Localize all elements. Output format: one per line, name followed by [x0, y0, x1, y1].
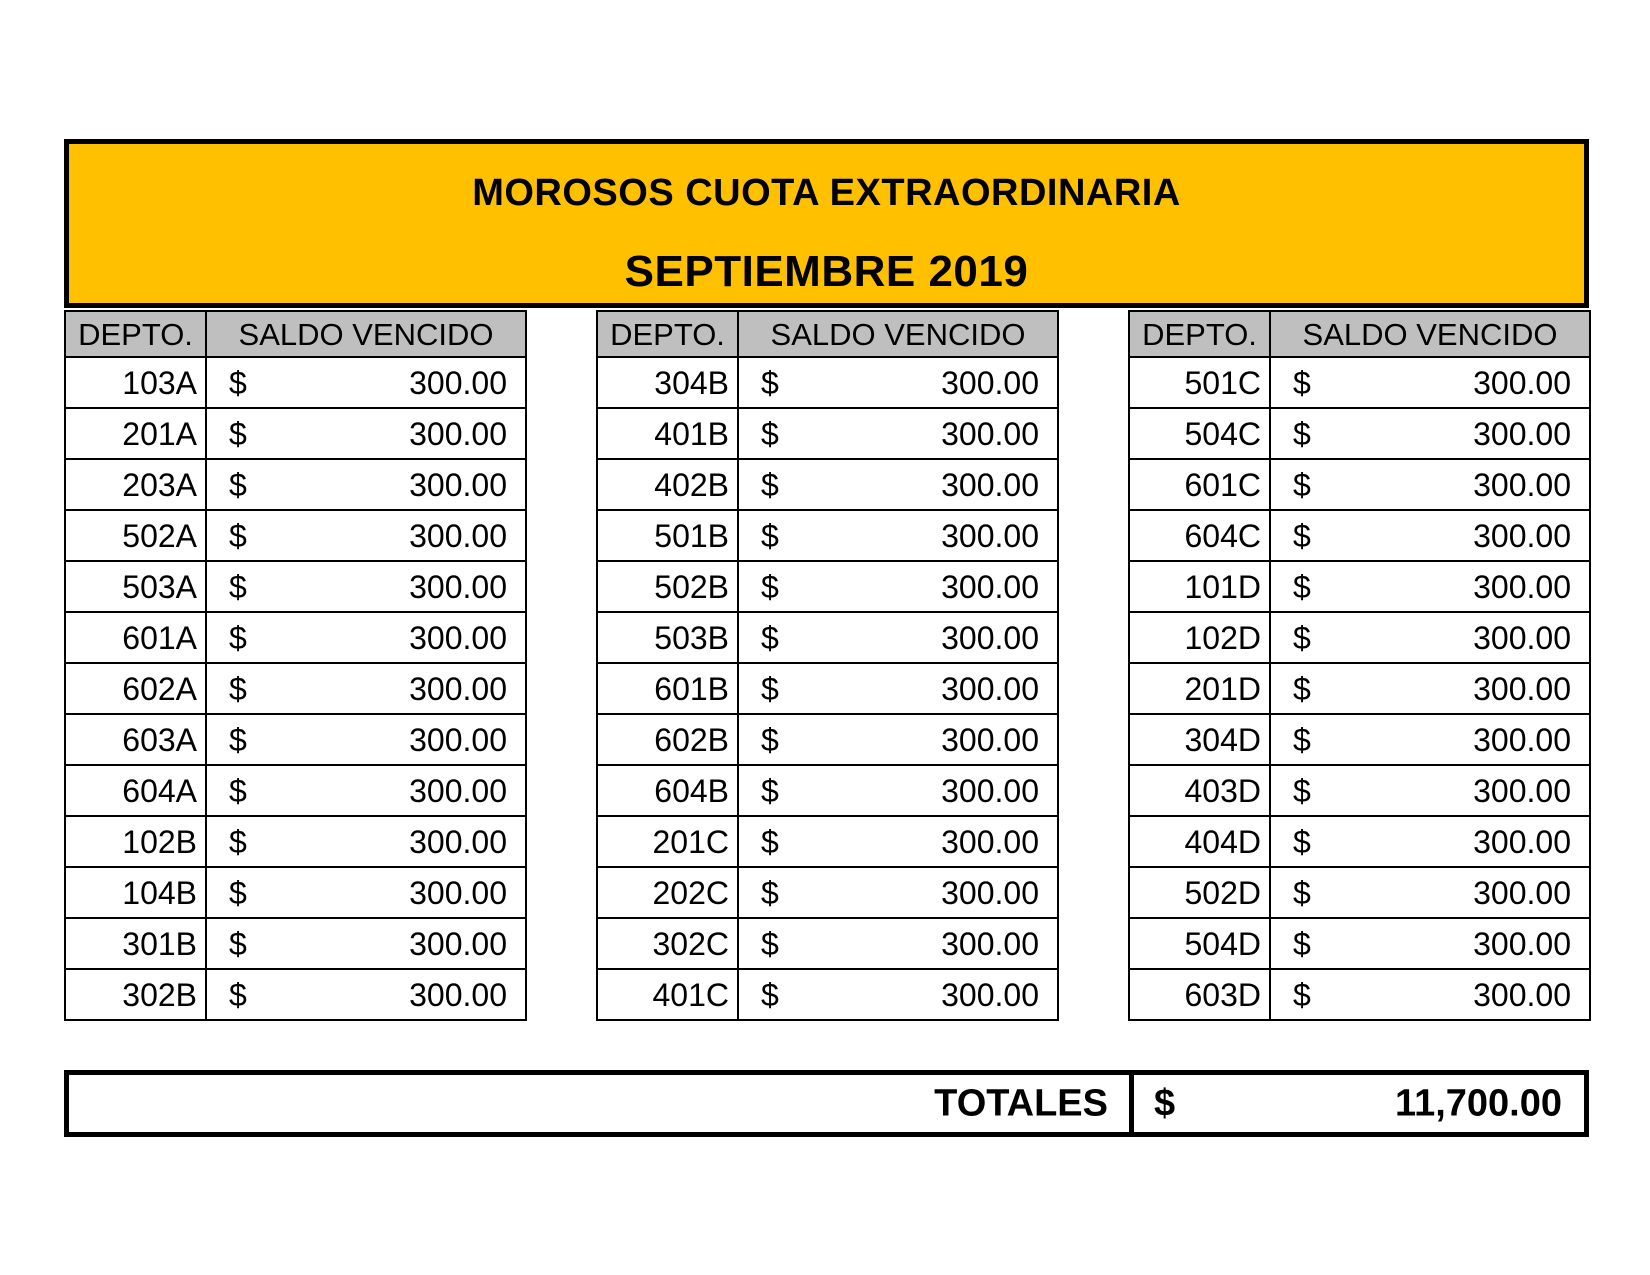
saldo-cell [738, 663, 1058, 714]
amount-value: 300.00 [1473, 874, 1571, 911]
amount-value: 300.00 [941, 772, 1039, 809]
amount-value: 300.00 [409, 619, 507, 656]
currency-symbol: $ [761, 976, 779, 1013]
table-row [65, 663, 526, 714]
table-row [1129, 612, 1590, 663]
arrears-table-2 [596, 310, 1059, 1021]
table-row [65, 969, 526, 1020]
currency-symbol: $ [229, 823, 247, 860]
table-row [65, 357, 526, 408]
depto-cell: 301B [65, 918, 206, 969]
currency-symbol: $ [1293, 772, 1311, 809]
currency-symbol: $ [761, 568, 779, 605]
saldo-cell [1270, 765, 1590, 816]
depto-cell: 601A [65, 612, 206, 663]
amount-value: 300.00 [409, 721, 507, 758]
currency-symbol: $ [761, 772, 779, 809]
amount-value: 300.00 [1473, 823, 1571, 860]
depto-cell: 604C [1129, 510, 1270, 561]
saldo-cell [738, 765, 1058, 816]
amount-value: 300.00 [941, 364, 1039, 401]
depto-cell: 402B [597, 459, 738, 510]
saldo-cell [206, 714, 526, 765]
currency-symbol: $ [761, 670, 779, 707]
amount-value: 300.00 [941, 823, 1039, 860]
report-title: MOROSOS CUOTA EXTRAORDINARIA [472, 172, 1181, 214]
depto-cell: 601C [1129, 459, 1270, 510]
report-subtitle: SEPTIEMBRE 2019 [624, 247, 1029, 296]
table-row [1129, 408, 1590, 459]
amount-value: 300.00 [409, 568, 507, 605]
depto-cell: 404D [1129, 816, 1270, 867]
currency-symbol: $ [229, 772, 247, 809]
amount-value: 300.00 [941, 925, 1039, 962]
currency-symbol: $ [229, 466, 247, 503]
depto-cell: 502A [65, 510, 206, 561]
depto-cell: 302B [65, 969, 206, 1020]
table-row [65, 867, 526, 918]
amount-value: 300.00 [409, 415, 507, 452]
table-header-row [597, 311, 1058, 357]
saldo-cell [206, 612, 526, 663]
depto-cell: 103A [65, 357, 206, 408]
depto-cell: 401B [597, 408, 738, 459]
saldo-column-header: SALDO VENCIDO [1270, 311, 1590, 357]
depto-cell: 601B [597, 663, 738, 714]
saldo-cell [1270, 969, 1590, 1020]
amount-value: 300.00 [1473, 364, 1571, 401]
report-header [64, 139, 1589, 308]
saldo-cell [206, 459, 526, 510]
amount-value: 300.00 [941, 976, 1039, 1013]
saldo-cell [1270, 408, 1590, 459]
currency-symbol: $ [229, 976, 247, 1013]
depto-cell: 602B [597, 714, 738, 765]
depto-cell: 503A [65, 561, 206, 612]
depto-cell: 602A [65, 663, 206, 714]
saldo-cell [206, 816, 526, 867]
table-header-row [1129, 311, 1590, 357]
depto-cell: 403D [1129, 765, 1270, 816]
depto-cell: 202C [597, 867, 738, 918]
saldo-cell [206, 765, 526, 816]
table-row [1129, 459, 1590, 510]
totals-label: TOTALES [934, 1082, 1108, 1124]
saldo-cell [1270, 357, 1590, 408]
amount-value: 300.00 [409, 364, 507, 401]
amount-value: 300.00 [409, 823, 507, 860]
saldo-cell [206, 969, 526, 1020]
table-row [65, 510, 526, 561]
depto-cell: 201A [65, 408, 206, 459]
amount-value: 300.00 [1473, 466, 1571, 503]
amount-value: 300.00 [409, 517, 507, 554]
currency-symbol: $ [1293, 466, 1311, 503]
currency-symbol: $ [229, 364, 247, 401]
saldo-column-header: SALDO VENCIDO [206, 311, 526, 357]
saldo-cell [738, 714, 1058, 765]
amount-value: 300.00 [941, 466, 1039, 503]
saldo-cell [738, 867, 1058, 918]
amount-value: 300.00 [941, 568, 1039, 605]
saldo-cell [1270, 867, 1590, 918]
table-row [597, 459, 1058, 510]
arrears-table-3 [1128, 310, 1591, 1021]
currency-symbol: $ [1293, 670, 1311, 707]
currency-symbol: $ [1293, 925, 1311, 962]
table-row [65, 459, 526, 510]
saldo-cell [738, 408, 1058, 459]
amount-value: 300.00 [941, 415, 1039, 452]
amount-value: 300.00 [409, 772, 507, 809]
amount-value: 300.00 [409, 670, 507, 707]
depto-cell: 503B [597, 612, 738, 663]
table-row [65, 765, 526, 816]
saldo-cell [738, 816, 1058, 867]
depto-cell: 502B [597, 561, 738, 612]
currency-symbol: $ [1293, 721, 1311, 758]
totals-amount: 11,700.00 [1395, 1082, 1562, 1124]
amount-value: 300.00 [1473, 925, 1571, 962]
amount-value: 300.00 [409, 976, 507, 1013]
depto-cell: 604B [597, 765, 738, 816]
currency-symbol: $ [229, 874, 247, 911]
currency-symbol: $ [761, 925, 779, 962]
currency-symbol: $ [229, 568, 247, 605]
table-row [597, 663, 1058, 714]
totals-row [64, 1070, 1589, 1137]
table-row [1129, 765, 1590, 816]
amount-value: 300.00 [941, 721, 1039, 758]
table-row [597, 357, 1058, 408]
depto-cell: 203A [65, 459, 206, 510]
amount-value: 300.00 [1473, 619, 1571, 656]
table-row [1129, 867, 1590, 918]
saldo-cell [738, 969, 1058, 1020]
table-row [65, 918, 526, 969]
currency-symbol: $ [1293, 874, 1311, 911]
table-header-row [65, 311, 526, 357]
table-row [1129, 714, 1590, 765]
saldo-cell [206, 510, 526, 561]
depto-cell: 104B [65, 867, 206, 918]
table-row [65, 612, 526, 663]
currency-symbol: $ [1293, 823, 1311, 860]
table-row [597, 816, 1058, 867]
currency-symbol: $ [1293, 415, 1311, 452]
totals-currency-symbol: $ [1154, 1082, 1176, 1124]
currency-symbol: $ [761, 466, 779, 503]
depto-cell: 302C [597, 918, 738, 969]
currency-symbol: $ [1293, 364, 1311, 401]
depto-cell: 504D [1129, 918, 1270, 969]
table-row [1129, 918, 1590, 969]
table-row [1129, 663, 1590, 714]
amount-value: 300.00 [941, 619, 1039, 656]
amount-value: 300.00 [409, 925, 507, 962]
depto-cell: 401C [597, 969, 738, 1020]
depto-cell: 502D [1129, 867, 1270, 918]
depto-cell: 603A [65, 714, 206, 765]
currency-symbol: $ [1293, 976, 1311, 1013]
table-row [597, 561, 1058, 612]
amount-value: 300.00 [1473, 721, 1571, 758]
currency-symbol: $ [761, 823, 779, 860]
currency-symbol: $ [229, 721, 247, 758]
saldo-cell [206, 561, 526, 612]
saldo-cell [738, 357, 1058, 408]
arrears-table-1 [64, 310, 527, 1021]
table-row [597, 714, 1058, 765]
depto-cell: 101D [1129, 561, 1270, 612]
depto-cell: 201C [597, 816, 738, 867]
amount-value: 300.00 [1473, 976, 1571, 1013]
currency-symbol: $ [761, 874, 779, 911]
table-row [597, 765, 1058, 816]
depto-cell: 304D [1129, 714, 1270, 765]
amount-value: 300.00 [941, 670, 1039, 707]
currency-symbol: $ [761, 415, 779, 452]
table-row [1129, 357, 1590, 408]
table-row [597, 612, 1058, 663]
saldo-cell [1270, 561, 1590, 612]
saldo-cell [738, 459, 1058, 510]
depto-column-header: DEPTO. [597, 311, 738, 357]
table-row [1129, 816, 1590, 867]
saldo-cell [206, 867, 526, 918]
currency-symbol: $ [229, 517, 247, 554]
depto-cell: 501B [597, 510, 738, 561]
saldo-cell [206, 918, 526, 969]
table-row [1129, 561, 1590, 612]
depto-cell: 501C [1129, 357, 1270, 408]
table-row [65, 561, 526, 612]
depto-column-header: DEPTO. [65, 311, 206, 357]
depto-cell: 201D [1129, 663, 1270, 714]
currency-symbol: $ [761, 517, 779, 554]
depto-cell: 102B [65, 816, 206, 867]
saldo-cell [1270, 816, 1590, 867]
currency-symbol: $ [761, 619, 779, 656]
table-row [597, 408, 1058, 459]
amount-value: 300.00 [1473, 517, 1571, 554]
amount-value: 300.00 [409, 874, 507, 911]
table-row [597, 969, 1058, 1020]
currency-symbol: $ [229, 619, 247, 656]
amount-value: 300.00 [941, 517, 1039, 554]
depto-cell: 604A [65, 765, 206, 816]
currency-symbol: $ [761, 364, 779, 401]
table-row [65, 816, 526, 867]
saldo-cell [1270, 459, 1590, 510]
amount-value: 300.00 [941, 874, 1039, 911]
table-row [1129, 510, 1590, 561]
amount-value: 300.00 [1473, 568, 1571, 605]
saldo-cell [738, 612, 1058, 663]
currency-symbol: $ [1293, 517, 1311, 554]
table-row [65, 714, 526, 765]
saldo-column-header: SALDO VENCIDO [738, 311, 1058, 357]
depto-cell: 504C [1129, 408, 1270, 459]
amount-value: 300.00 [1473, 415, 1571, 452]
amount-value: 300.00 [409, 466, 507, 503]
saldo-cell [1270, 714, 1590, 765]
table-row [1129, 969, 1590, 1020]
saldo-cell [206, 408, 526, 459]
saldo-cell [1270, 510, 1590, 561]
currency-symbol: $ [1293, 568, 1311, 605]
amount-value: 300.00 [1473, 670, 1571, 707]
totals-divider [1129, 1075, 1134, 1132]
amount-value: 300.00 [1473, 772, 1571, 809]
saldo-cell [206, 357, 526, 408]
currency-symbol: $ [229, 670, 247, 707]
currency-symbol: $ [229, 415, 247, 452]
table-row [597, 918, 1058, 969]
saldo-cell [1270, 612, 1590, 663]
saldo-cell [738, 918, 1058, 969]
saldo-cell [206, 663, 526, 714]
currency-symbol: $ [1293, 619, 1311, 656]
saldo-cell [738, 510, 1058, 561]
depto-cell: 603D [1129, 969, 1270, 1020]
table-row [597, 510, 1058, 561]
currency-symbol: $ [761, 721, 779, 758]
saldo-cell [1270, 918, 1590, 969]
saldo-cell [1270, 663, 1590, 714]
depto-cell: 102D [1129, 612, 1270, 663]
depto-column-header: DEPTO. [1129, 311, 1270, 357]
saldo-cell [738, 561, 1058, 612]
table-row [65, 408, 526, 459]
currency-symbol: $ [229, 925, 247, 962]
table-row [597, 867, 1058, 918]
depto-cell: 304B [597, 357, 738, 408]
